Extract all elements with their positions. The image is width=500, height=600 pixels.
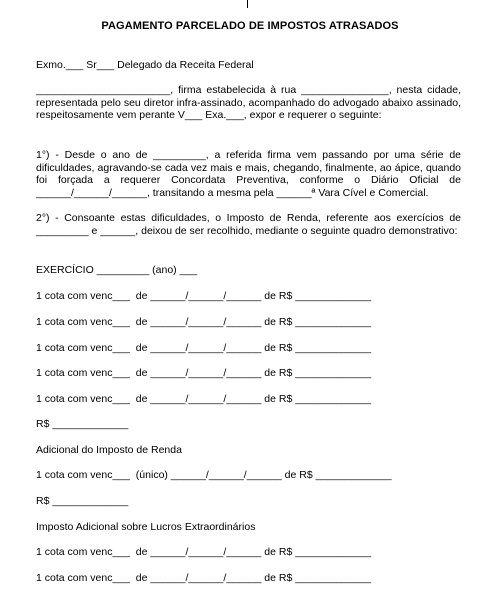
section-heading-extra: Imposto Adicional sobre Lucros Extraordinários	[36, 521, 256, 533]
quota-line: 1 cota com venc___ de ______/______/______ de R$ _____________	[36, 290, 372, 302]
quota-line: 1 cota com venc___ de ______/______/______ de R$ _____________	[36, 546, 372, 558]
quota-line: 1 cota com venc___ de ______/______/______ de R$ _____________	[36, 342, 372, 354]
item-1-paragraph: 1°) - Desde o ano de _________, a referida firma vem passando por uma série de dificuldades, agravando-se cada vez mais e mais, chegando, finalmente, ao ápice, quando foi forçada a requerer Concordata Preventiva, conforme o Diário Oficial de ______/______/______, transitando a mesma pela ______ª Vara Cível e Comercial.	[36, 149, 461, 199]
quota-line: 1 cota com venc___ de ______/______/______ de R$ _____________	[36, 393, 372, 405]
page-marker	[247, 0, 248, 8]
unique-quota-line: 1 cota com venc___ (único) ______/______/______ de R$ _____________	[36, 469, 392, 481]
exercise-line: EXERCÍCIO _________ (ano) ___	[36, 264, 198, 276]
total-line: R$ _____________	[36, 495, 129, 507]
total-line: R$ _____________	[36, 418, 129, 430]
intro-paragraph: _______________________, firma estabelecida à rua _______________, nesta cidade, representada pelo seu diretor infra-assinado, acompanhado do advogado abaixo assinado, respeitosamente vem perante V___ Exa.___, expor e requerer o seguinte:	[36, 84, 461, 121]
quota-line: 1 cota com venc___ de ______/______/______ de R$ _____________	[36, 367, 372, 379]
document-title: PAGAMENTO PARCELADO DE IMPOSTOS ATRASADOS	[101, 20, 399, 32]
section-heading-additional: Adicional do Imposto de Renda	[36, 444, 182, 456]
quota-line: 1 cota com venc___ de ______/______/______ de R$ _____________	[36, 572, 372, 584]
salutation: Exmo.___ Sr___ Delegado da Receita Federal	[36, 59, 254, 71]
quota-line: 1 cota com venc___ de ______/______/______ de R$ _____________	[36, 316, 372, 328]
item-2-paragraph: 2°) - Consoante estas dificuldades, o Imposto de Renda, referente aos exercícios de _________ e ______, deixou de ser recolhido, mediante o seguinte quadro demonstrativo:	[36, 212, 461, 237]
